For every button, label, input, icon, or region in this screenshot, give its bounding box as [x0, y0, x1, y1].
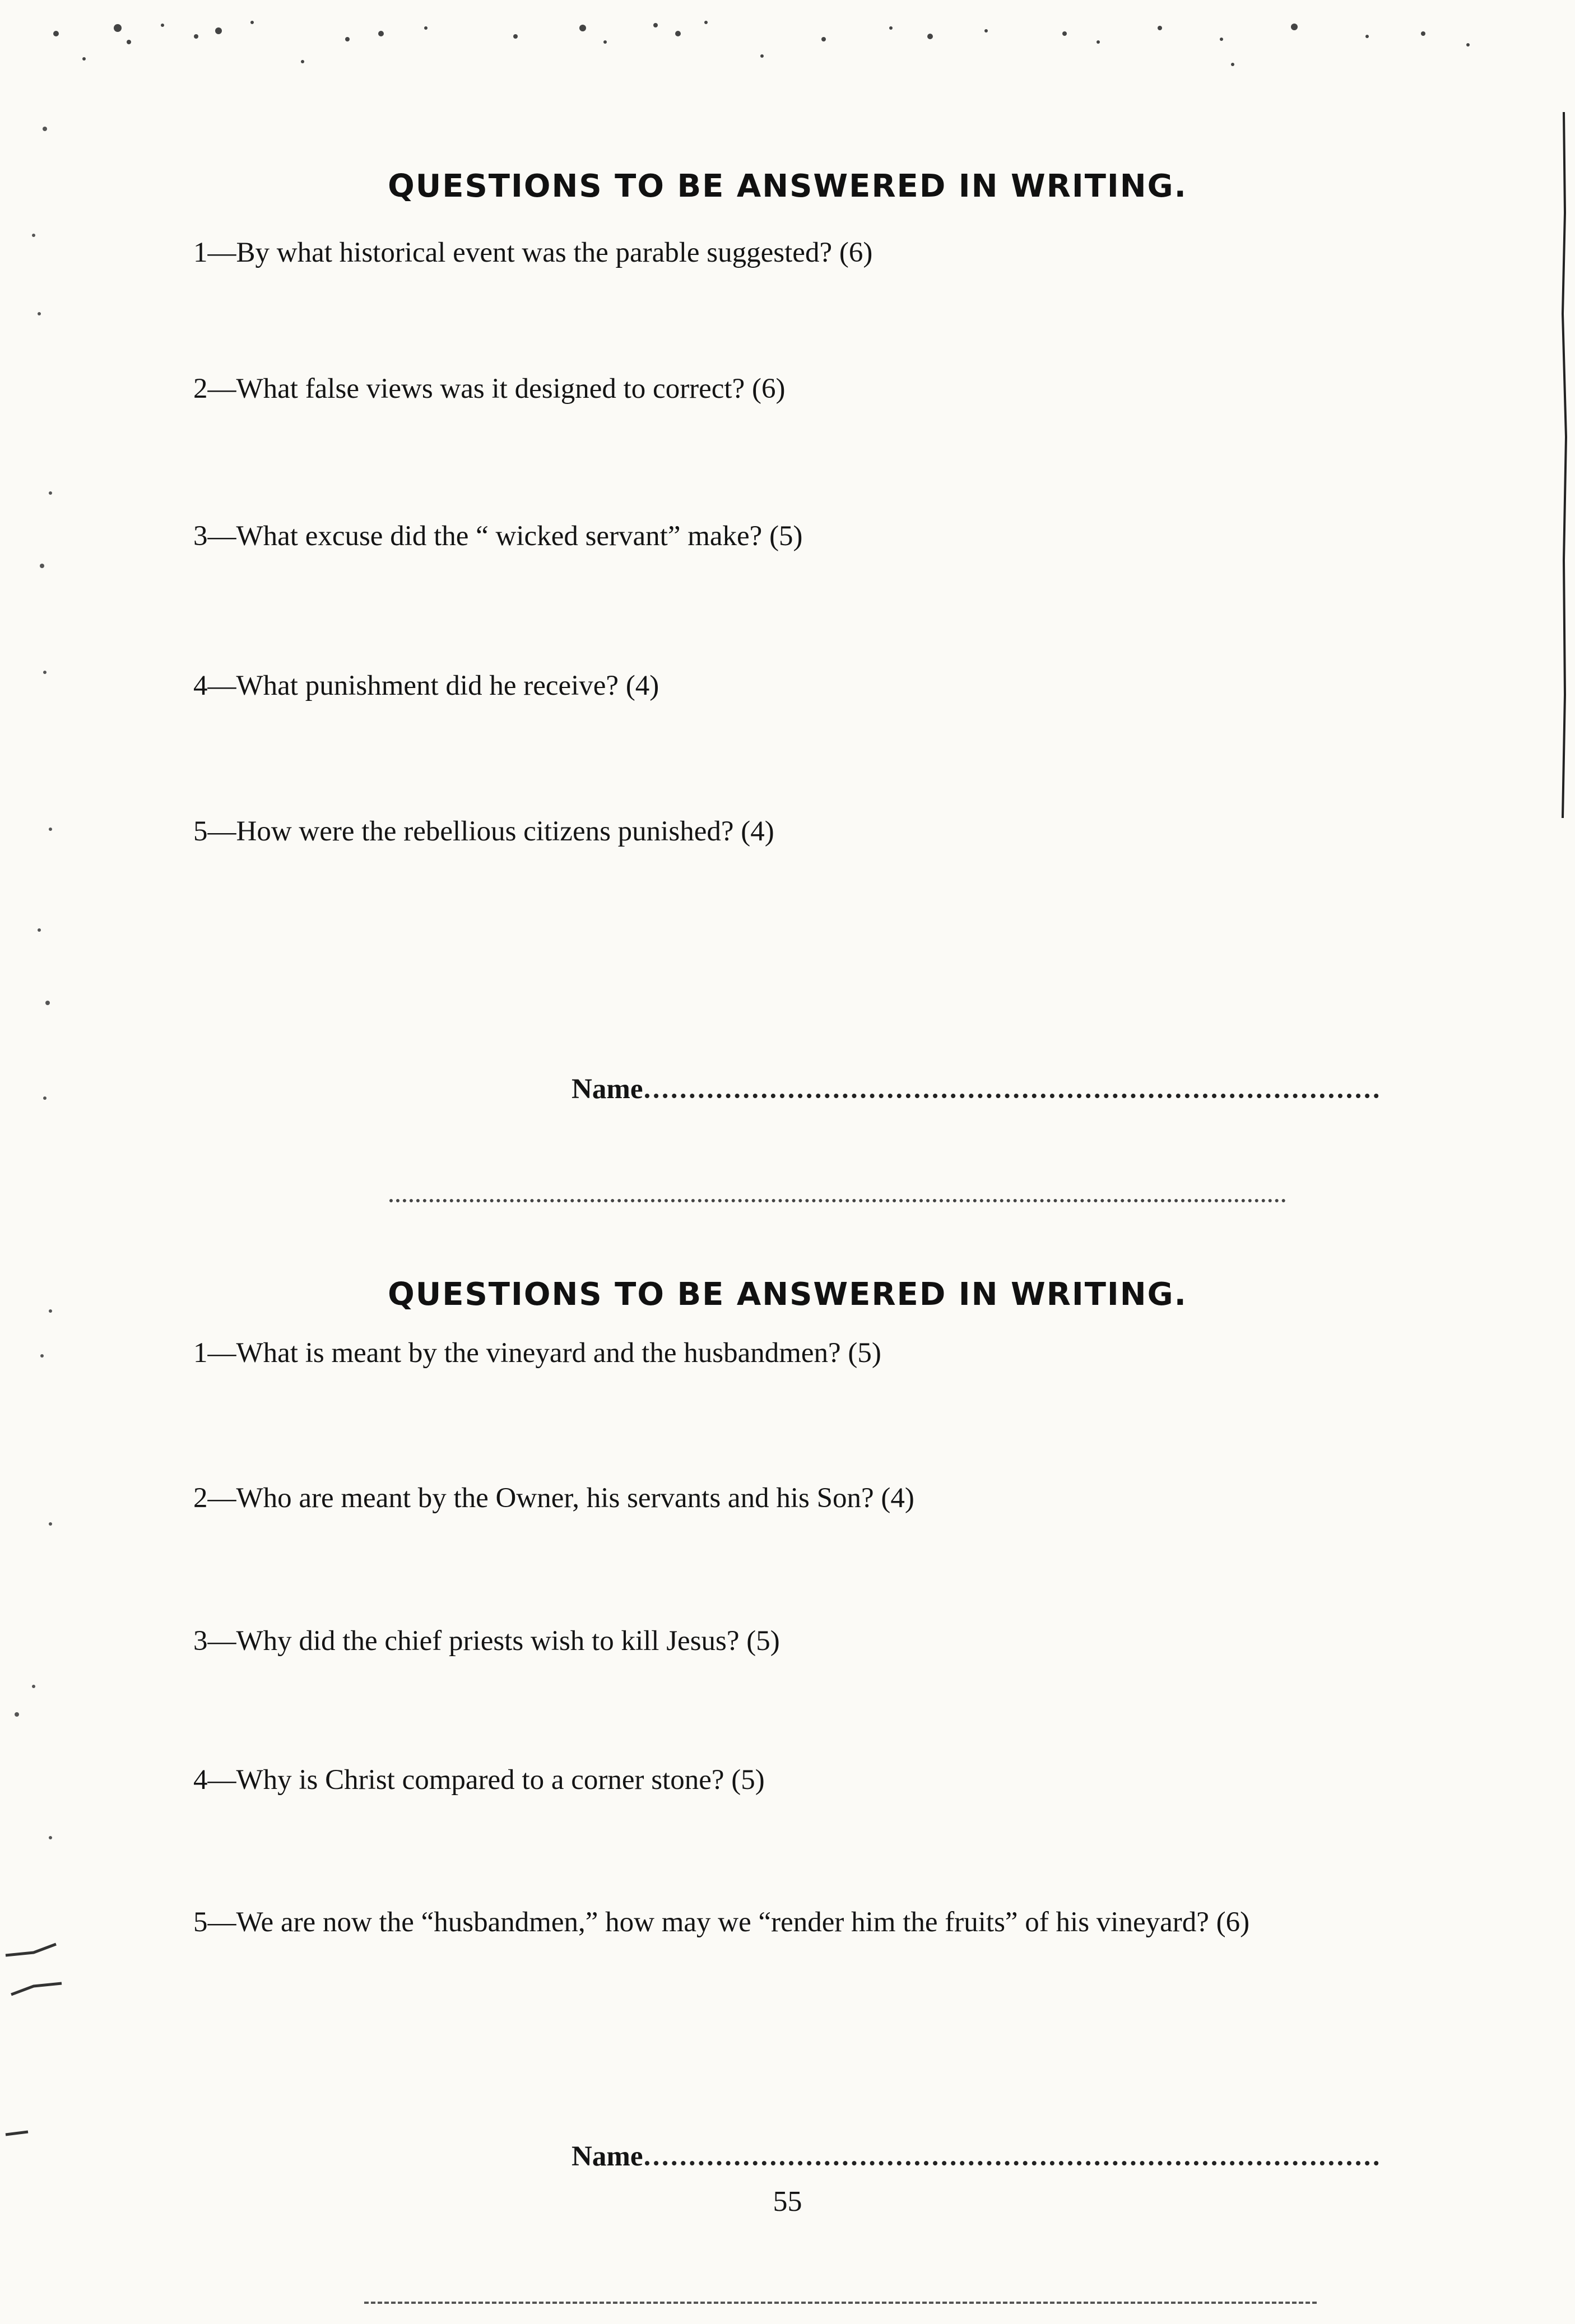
- section2-question-5: 5—We are now the “husbandmen,” how may we “render him the fruits” of his vineyard? (6): [193, 1907, 1250, 1938]
- section1-question-5: 5—How were the rebellious citizens punished? (4): [193, 816, 774, 847]
- name-dotted-line: [645, 1088, 1379, 1098]
- section1-heading: QUESTIONS TO BE ANSWERED IN WRITING.: [388, 168, 1187, 204]
- section2-name-field[interactable]: [572, 2140, 1379, 2173]
- section2-question-4: 4—Why is Christ compared to a corner stone? (5): [193, 1764, 765, 1796]
- section2-question-2: 2—Who are meant by the Owner, his servants and his Son? (4): [193, 1482, 914, 1514]
- section1-question-2: 2—What false views was it designed to correct? (6): [193, 373, 786, 405]
- section2-heading: QUESTIONS TO BE ANSWERED IN WRITING.: [388, 1276, 1187, 1313]
- section-separator: [389, 1199, 1286, 1202]
- scan-noise-right: [1553, 0, 1575, 2324]
- bottom-rule: [364, 2302, 1317, 2304]
- section2-question-3: 3—Why did the chief priests wish to kill Jesus? (5): [193, 1625, 780, 1657]
- name-dotted-line: [645, 2155, 1379, 2165]
- section1-question-3: 3—What excuse did the “ wicked servant” make? (5): [193, 520, 803, 552]
- section1-question-1: 1—By what historical event was the parable suggested? (6): [193, 237, 873, 268]
- scan-noise-left: [0, 0, 90, 2324]
- scan-noise-top: [34, 11, 1518, 73]
- page-number: 55: [773, 2186, 802, 2218]
- section2-question-1: 1—What is meant by the vineyard and the husbandmen? (5): [193, 1337, 881, 1369]
- section1-name-field[interactable]: [572, 1073, 1379, 1105]
- section1-question-4: 4—What punishment did he receive? (4): [193, 670, 659, 701]
- section2-name-label: Name: [572, 2141, 643, 2172]
- section1-name-label: Name: [572, 1073, 643, 1105]
